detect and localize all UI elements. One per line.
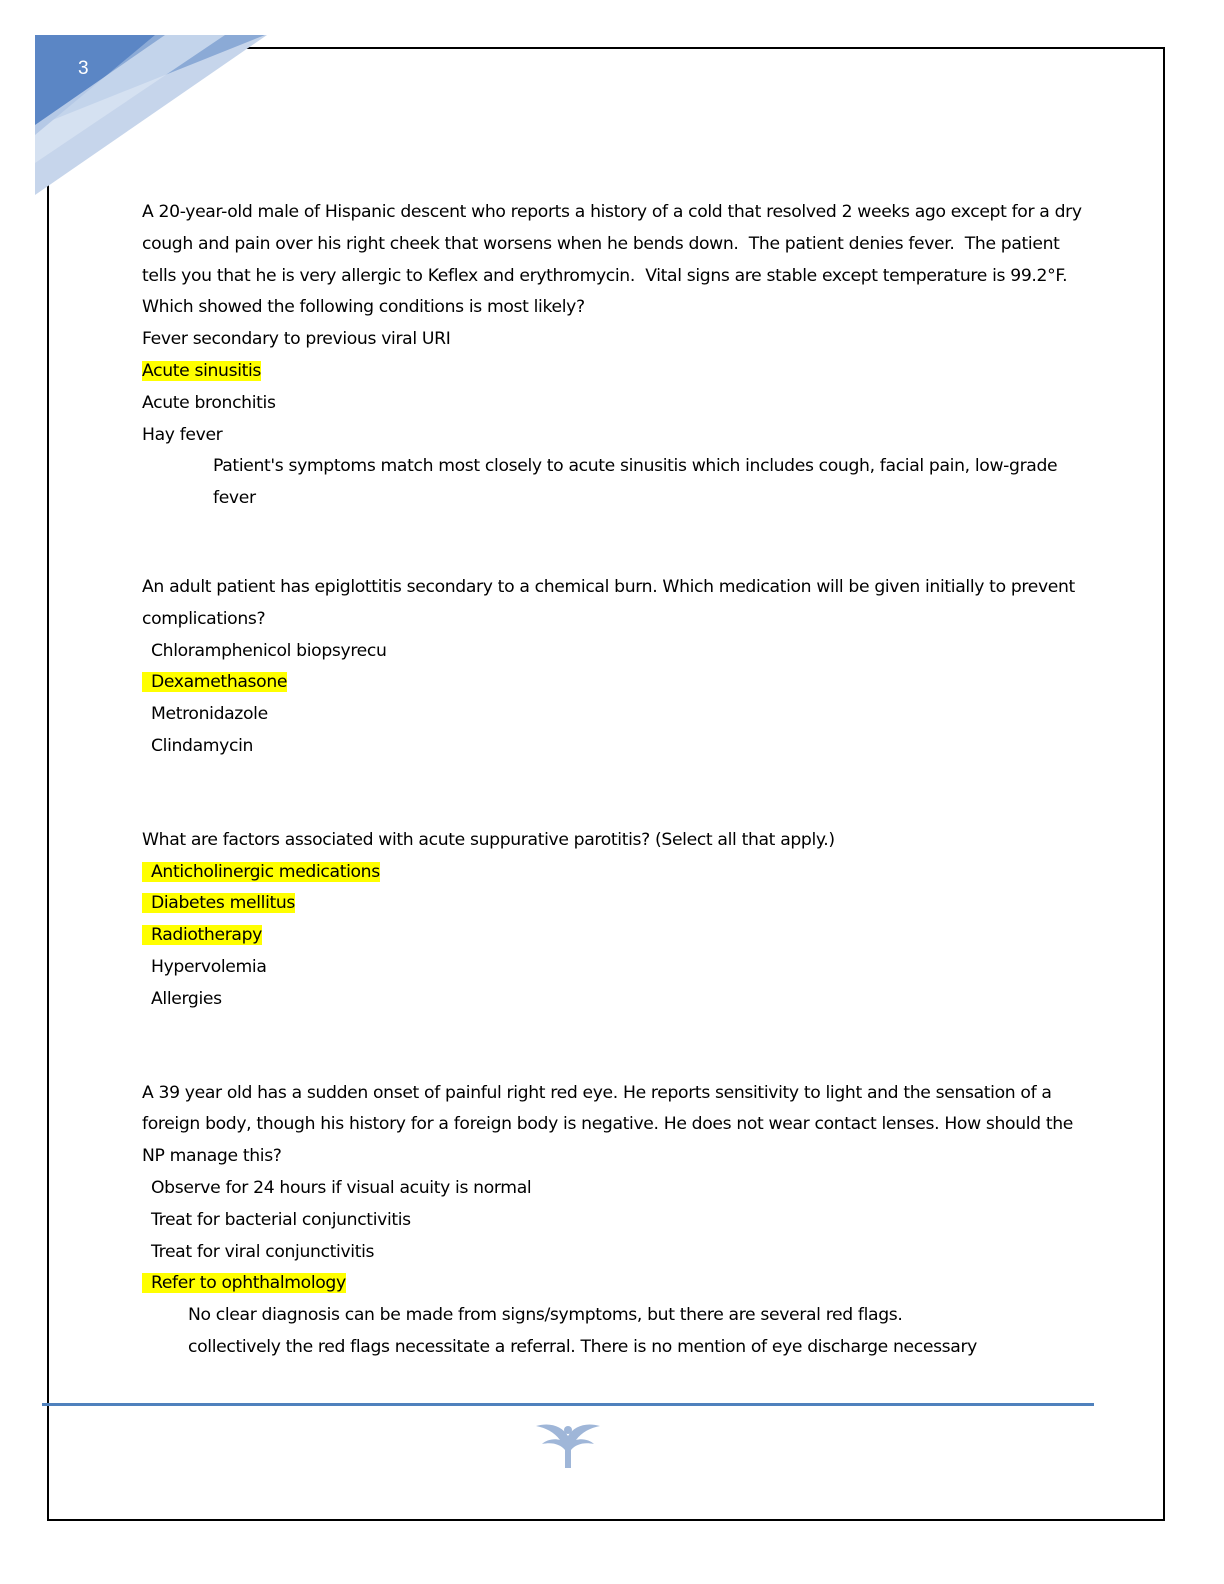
- answer-option-correct: Dexamethasone: [142, 667, 1082, 699]
- answer-explanation-line: No clear diagnosis can be made from signs/symptoms, but there are several red flags.: [188, 1305, 903, 1326]
- answer-option: Fever secondary to previous viral URI: [142, 329, 451, 350]
- answer-explanation: Patient's symptoms match most closely to acute sinusitis which includes cough, facial pain, low-grade fever: [213, 456, 1063, 509]
- answer-option-correct: Diabetes mellitus: [142, 888, 1082, 920]
- answer-option: Chloramphenicol biopsyrecu: [151, 640, 387, 661]
- question-block: [142, 572, 1082, 763]
- corner-decoration: [35, 35, 267, 195]
- answer-option: Treat for viral conjunctivitis: [151, 1241, 375, 1262]
- page-number: 3: [78, 58, 89, 79]
- answer-option: Clindamycin: [151, 735, 254, 756]
- question-block: [142, 197, 1087, 515]
- question-block: [142, 1078, 1082, 1364]
- question-block: [142, 825, 1082, 1016]
- question-stem: A 20-year-old male of Hispanic descent who reports a history of a cold that resolved 2 weeks ago except for a dry cough and pain over his right cheek that worsens when he bends down. The patient denies fever. The patient tells you that he is very allergic to Keflex and erythromycin. Vital signs are stable except temperature is 99.2°F. Which showed the following conditions is most likely?: [142, 202, 1087, 318]
- answer-option: Observe for 24 hours if visual acuity is normal: [151, 1177, 532, 1198]
- footer-fleur-ornament-icon: [532, 1418, 604, 1474]
- answer-option-correct: Radiotherapy: [142, 920, 1082, 952]
- question-stem: What are factors associated with acute suppurative parotitis? (Select all that apply.): [142, 829, 835, 850]
- answer-option-correct: Acute sinusitis: [142, 360, 262, 381]
- answer-option: Acute bronchitis: [142, 392, 276, 413]
- question-stem: An adult patient has epiglottitis secondary to a chemical burn. Which medication will be given initially to prevent complications?: [142, 576, 1081, 629]
- answer-option: Treat for bacterial conjunctivitis: [151, 1209, 411, 1230]
- answer-option: Metronidazole: [151, 704, 268, 725]
- answer-option-correct: Anticholinergic medications: [142, 857, 1082, 889]
- footer-divider: [42, 1403, 1094, 1406]
- answer-option: Allergies: [151, 988, 222, 1009]
- answer-option-correct: Refer to ophthalmology: [142, 1268, 1082, 1300]
- answer-explanation-line: collectively the red flags necessitate a referral. There is no mention of eye discharge necessary: [188, 1336, 977, 1357]
- document-body: [142, 197, 1087, 1364]
- answer-option: Hypervolemia: [151, 956, 267, 977]
- question-stem: A 39 year old has a sudden onset of painful right red eye. He reports sensitivity to light and the sensation of a foreign body, though his history for a foreign body is negative. He does not wear contact lenses. How should the NP manage this?: [142, 1082, 1079, 1167]
- answer-option: Hay fever: [142, 424, 223, 445]
